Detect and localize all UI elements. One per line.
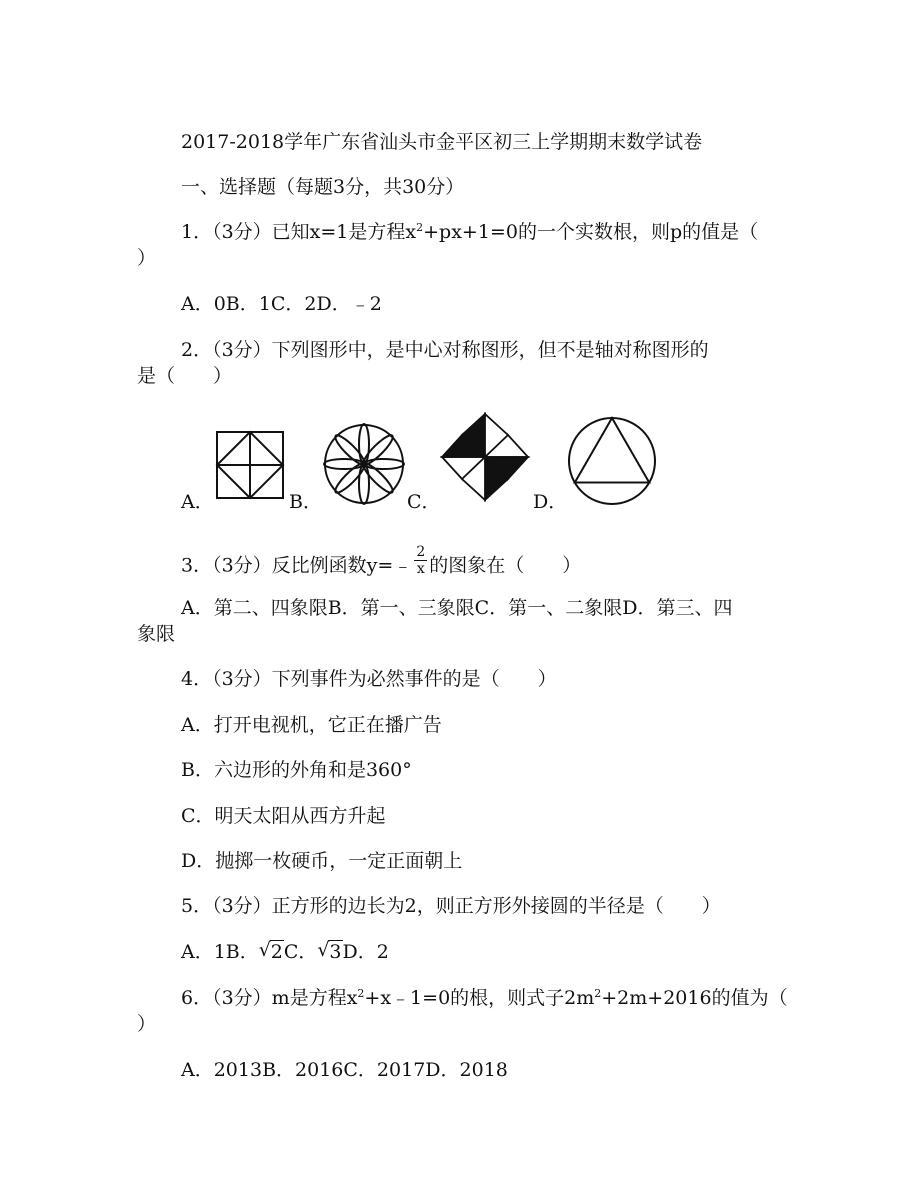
question-2-stem-cont: 是（ ） [137, 365, 233, 387]
question-4-option-d: D．抛掷一枚硬币，一定正面朝上 [181, 850, 463, 872]
question-4-stem: 4．（3分）下列事件为必然事件的是（ ） [181, 668, 557, 690]
question-6-stem-cont: ） [137, 1013, 157, 1035]
square-grid-figure-icon [215, 430, 285, 500]
pinwheel-figure-icon [440, 412, 530, 502]
question-3-stem: 3．（3分）反比例函数y=﹣ $\frac{2}{x}$ 的图象在（ ） [181, 544, 582, 577]
question-4-option-c: C．明天太阳从西方升起 [181, 805, 386, 827]
question-3-options: A．第二、四象限B．第一、三象限C．第一、二象限D．第三、四 [181, 597, 733, 619]
option-b-label: B． [289, 491, 322, 513]
flower-in-circle-figure-icon [322, 422, 406, 506]
question-6-options: A．2013B．2016C．2017D．2018 [181, 1059, 508, 1081]
fraction: $\frac{2}{x}$ [416, 544, 426, 577]
question-5-stem: 5．（3分）正方形的边长为2，则正方形外接圆的半径是（ ） [181, 895, 721, 917]
question-2-stem: 2．（3分）下列图形中，是中心对称图形，但不是轴对称图形的 [181, 339, 709, 361]
question-6-stem: 6．（3分）m是方程$x^2+x﹣1=0$的根，则式子$2m^2+2m+2016$的值为（ [181, 987, 788, 1009]
question-1-stem-cont: ） [137, 247, 157, 269]
question-1-stem: 1．（3分）已知x=1是方程$x^2+px+1=0$的一个实数根，则p的值是（ [181, 221, 759, 243]
question-5-options: A．1B． √ 2C． √ 3D．2 [181, 939, 389, 963]
page-title: 2017-2018学年广东省汕头市金平区初三上学期期末数学试卷 [181, 131, 703, 153]
option-d-label: D． [533, 491, 568, 513]
question-4-option-b: B．六边形的外角和是360° [181, 759, 412, 781]
question-3-options-cont: 象限 [137, 623, 176, 645]
sqrt-2: √ 2 [258, 939, 283, 963]
question-4-option-a: A．打开电视机，它正在播广告 [181, 714, 442, 736]
sqrt-3: √ 3 [317, 939, 342, 963]
triangle-in-circle-figure-icon [566, 415, 658, 507]
question-1-options: A．0B．1C．2D．﹣2 [181, 293, 382, 315]
option-a-label: A． [181, 491, 214, 513]
section-heading: 一、选择题（每题3分，共30分） [181, 176, 465, 198]
option-c-label: C． [407, 491, 441, 513]
